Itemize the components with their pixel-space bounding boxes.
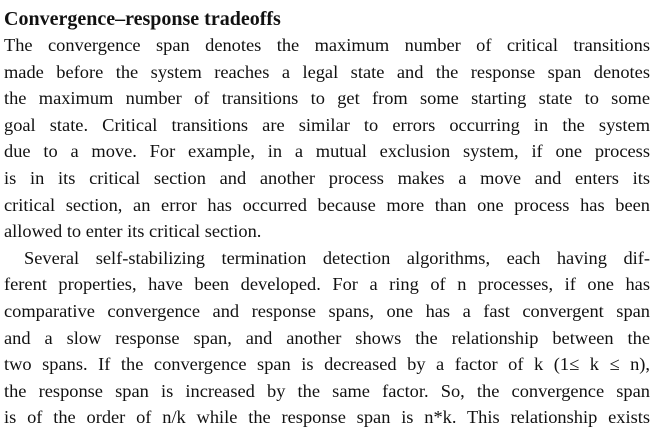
paragraph-line: comparative convergence and response spans, one has a fast convergent span	[4, 300, 650, 321]
paragraph-line: is of the order of n/k while the response span is n*k. This relationship exists	[4, 407, 650, 428]
document-page	[4, 0, 650, 431]
paragraph-line: The convergence span denotes the maximum number of critical transitions	[4, 35, 650, 55]
paragraph-line: the maximum number of transitions to get from some starting state to some	[4, 88, 650, 109]
paragraph-line: allowed to enter its critical section.	[4, 221, 262, 242]
paragraph-line: due to a move. For example, in a mutual exclusion system, if one process	[4, 141, 650, 162]
section-heading: Convergence–response tradeoffs	[4, 8, 281, 30]
paragraph-line: goal state. Critical transitions are similar to errors occurring in the system	[4, 114, 650, 135]
paragraph-line: is in its critical section and another process makes a move and enters its	[4, 167, 650, 188]
paragraph-line: and a slow response span, and another shows the relationship between the	[4, 327, 650, 348]
paragraph-line: Several self-stabilizing termination detection algorithms, each having dif-	[24, 247, 650, 268]
paragraph-line: ferent properties, have been developed. For a ring of n processes, if one has	[4, 274, 650, 295]
paragraph-1	[4, 32, 650, 245]
paragraph-2	[4, 245, 650, 431]
paragraph-line: made before the system reaches a legal state and the response span denotes	[4, 61, 650, 82]
paragraph-line: critical section, an error has occurred because more than one process has been	[4, 194, 650, 215]
paragraph-line: the response span is increased by the same factor. So, the convergence span	[4, 380, 650, 401]
paragraph-line: two spans. If the convergence span is decreased by a factor of k (1≤ k ≤ n),	[4, 354, 650, 375]
